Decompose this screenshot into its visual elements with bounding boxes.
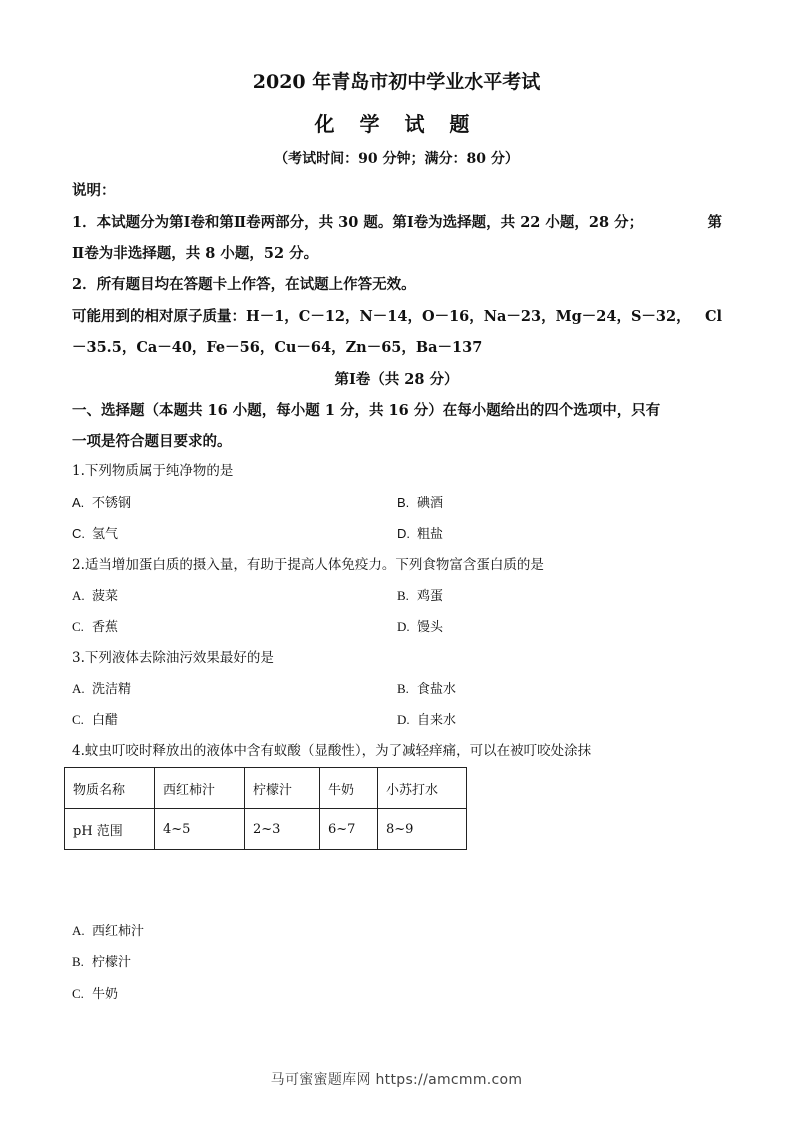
table-cell: 物质名称 [65, 768, 155, 809]
question-1-stem: 1.下列物质属于纯净物的是 [72, 463, 234, 479]
option-label: A. [72, 588, 85, 603]
notes-item1-line1-text: 1．本试题分为第Ⅰ卷和第Ⅱ卷两部分，共 30 题。第Ⅰ卷为选择题，共 22 小题，28 分； [72, 214, 644, 231]
table-header-row [65, 768, 467, 809]
question-4-stem: 4.蚊虫叮咬时释放出的液体中含有蚁酸（显酸性），为了减轻痒痛，可以在被叮咬处涂抹 [72, 743, 592, 759]
question-2-option-b [397, 586, 443, 607]
question-1-option-a [72, 493, 131, 514]
table-cell: 4~5 [155, 809, 245, 850]
exam-time-score-info: （考试时间：90 分钟；满分：80 分） [274, 151, 519, 167]
option-label: A. [72, 923, 85, 938]
question-3-option-c [72, 710, 118, 731]
option-label: B. [397, 588, 409, 603]
atomic-mass-line2: －35.5，Ca－40，Fe－56，Cu－64，Zn－65，Ba－137 [72, 339, 483, 356]
option-label: B. [397, 681, 409, 696]
question-3-stem: 3.下列液体去除油污效果最好的是 [72, 650, 274, 666]
table-row [65, 809, 467, 850]
question-3-option-b [397, 679, 456, 700]
option-text: 不锈钢 [92, 496, 132, 511]
option-text: 食盐水 [417, 682, 457, 697]
question-1-option-c [72, 524, 118, 545]
notes-item1-line2: Ⅱ卷为非选择题，共 8 小题，52 分。 [72, 245, 319, 262]
option-text: 鸡蛋 [417, 589, 444, 604]
section1-instructions-line2: 一项是符合题目要求的。 [72, 433, 232, 450]
question-2-option-d [397, 617, 443, 638]
section1-instructions-line1: 一、选择题（本题共 16 小题，每小题 1 分，共 16 分）在每小题给出的四个选项中，只有 [72, 402, 661, 419]
option-text: 碘酒 [417, 496, 444, 511]
notes-item1-line1 [72, 212, 722, 234]
question-1-option-d [397, 524, 443, 545]
option-label: C. [72, 526, 85, 541]
table-cell: 柠檬汁 [245, 768, 320, 809]
question-4-option-b [72, 952, 131, 973]
question-3-option-a [72, 679, 131, 700]
option-text: 氢气 [92, 527, 119, 542]
option-label: D. [397, 712, 410, 727]
option-text: 柠檬汁 [92, 955, 132, 970]
atomic-mass-line1-end: Cl [704, 308, 722, 325]
option-label: A. [72, 495, 85, 510]
table-cell: 牛奶 [320, 768, 378, 809]
question-2-stem: 2.适当增加蛋白质的摄入量，有助于提高人体免疫力。下列食物富含蛋白质的是 [72, 557, 544, 573]
notes-item2: 2．所有题目均在答题卡上作答，在试题上作答无效。 [72, 276, 416, 293]
table-cell: 6~7 [320, 809, 378, 850]
notes-item1-line1-end: 第 [707, 214, 722, 231]
option-label: D. [397, 526, 410, 541]
option-label: C. [72, 986, 84, 1001]
part1-heading: 第Ⅰ卷（共 28 分） [334, 371, 459, 388]
option-text: 白醋 [92, 713, 119, 728]
option-text: 菠菜 [92, 589, 119, 604]
table-cell: 2~3 [245, 809, 320, 850]
table-cell: 小苏打水 [378, 768, 467, 809]
ph-range-table [64, 767, 467, 850]
exam-subject-title: 化 学 试 题 [314, 112, 479, 136]
table-cell: 8~9 [378, 809, 467, 850]
option-label: A. [72, 681, 85, 696]
option-label: B. [397, 495, 410, 510]
option-label: C. [72, 712, 84, 727]
footer-watermark: 马可蜜蜜题库网 https://amcmm.com [270, 1072, 523, 1088]
option-text: 西红柿汁 [92, 924, 145, 939]
question-2-option-a [72, 586, 118, 607]
question-4-option-a [72, 921, 144, 942]
option-text: 粗盐 [417, 527, 444, 542]
option-label: B. [72, 954, 84, 969]
option-text: 香蕉 [92, 620, 119, 635]
atomic-mass-line1-text: 可能用到的相对原子质量：H－1，C－12，N－14，O－16，Na－23，Mg－24，S－32， [72, 308, 691, 325]
table-cell: pH 范围 [65, 809, 155, 850]
table-cell: 西红柿汁 [155, 768, 245, 809]
option-label: D. [397, 619, 410, 634]
question-2-option-c [72, 617, 118, 638]
question-3-option-d [397, 710, 456, 731]
option-text: 馒头 [417, 620, 444, 635]
atomic-mass-line1 [72, 306, 722, 328]
question-4-option-c [72, 984, 118, 1005]
exam-title: 2020 年青岛市初中学业水平考试 [252, 71, 541, 93]
option-label: C. [72, 619, 84, 634]
notes-heading: 说明： [72, 182, 116, 199]
option-text: 自来水 [417, 713, 457, 728]
option-text: 牛奶 [92, 987, 119, 1002]
question-1-option-b [397, 493, 443, 514]
option-text: 洗洁精 [92, 682, 132, 697]
